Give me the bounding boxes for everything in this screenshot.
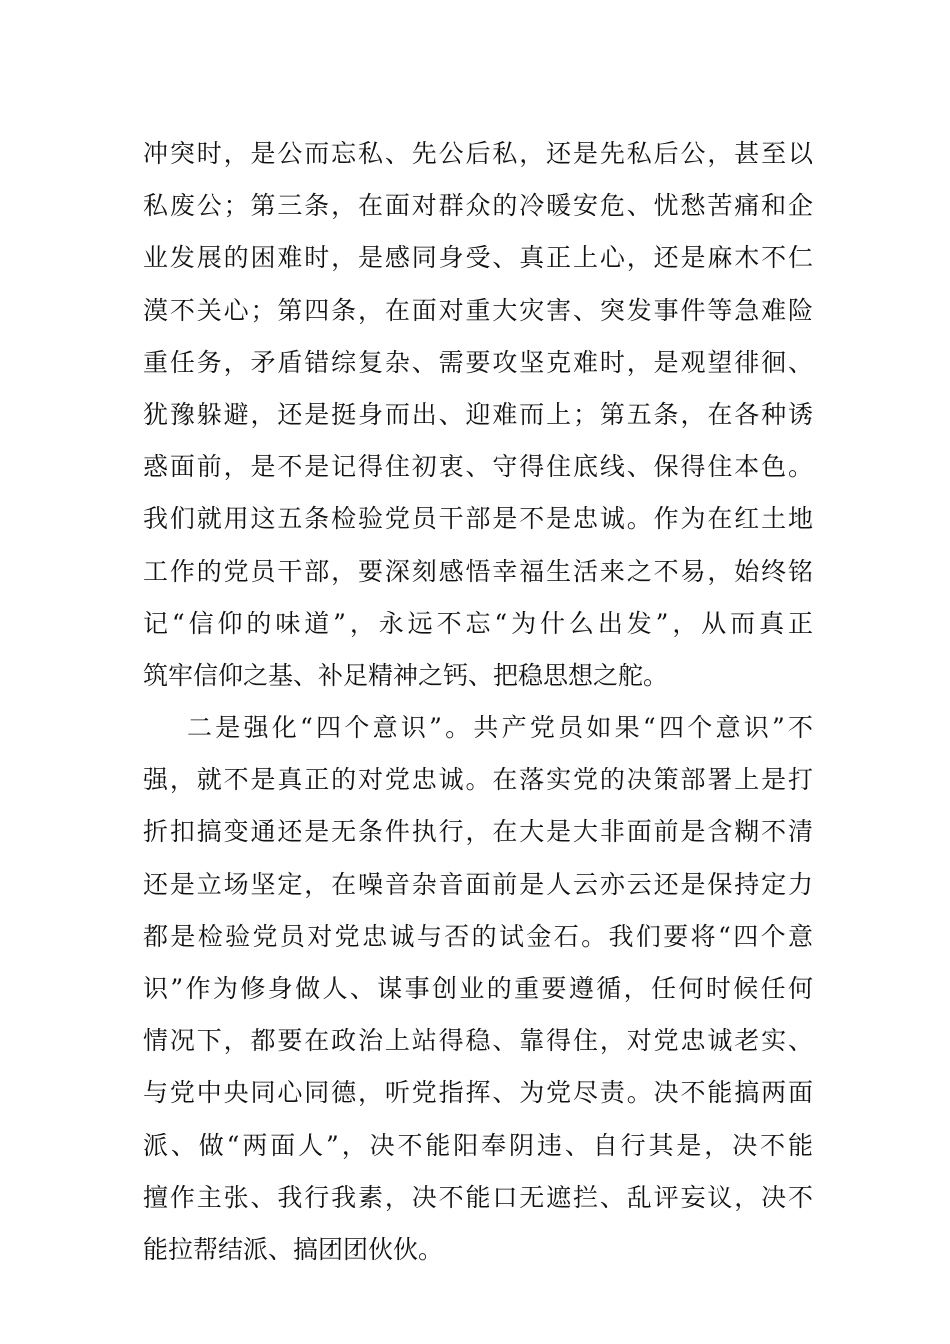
text-line: 漠不关心；第四条，在面对重大灾害、突发事件等急难险 (143, 295, 813, 325)
text-line: 派、做“两面人”，决不能阳奉阴违、自行其是，决不能 (143, 1130, 813, 1160)
text-line: 我们就用这五条检验党员干部是不是忠诚。作为在红土地 (143, 504, 813, 534)
text-line: 都是检验党员对党忠诚与否的试金石。我们要将“四个意 (143, 921, 813, 951)
text-line: 工作的党员干部，要深刻感悟幸福生活来之不易，始终铭 (143, 556, 813, 586)
text-line: 二是强化“四个意识”。共产党员如果“四个意识”不 (187, 713, 813, 743)
text-line: 犹豫躲避，还是挺身而出、迎难而上；第五条，在各种诱 (143, 399, 813, 429)
text-line: 重任务，矛盾错综复杂、需要攻坚克难时，是观望徘徊、 (143, 347, 813, 377)
text-line: 擅作主张、我行我素，决不能口无遮拦、乱评妄议，决不 (143, 1182, 813, 1212)
text-line: 惑面前，是不是记得住初衷、守得住底线、保得住本色。 (143, 452, 813, 482)
text-line: 还是立场坚定，在噪音杂音面前是人云亦云还是保持定力 (143, 869, 813, 899)
text-line: 强，就不是真正的对党忠诚。在落实党的决策部署上是打 (143, 765, 813, 795)
text-line: 筑牢信仰之基、补足精神之钙、把稳思想之舵。 (143, 660, 669, 690)
text-line: 与党中央同心同德，听党指挥、为党尽责。决不能搞两面 (143, 1078, 813, 1108)
text-line: 情况下，都要在政治上站得稳、靠得住，对党忠诚老实、 (143, 1026, 813, 1056)
body-text (143, 128, 813, 1276)
text-line: 冲突时，是公而忘私、先公后私，还是先私后公，甚至以 (143, 139, 813, 168)
text-line: 私废公；第三条，在面对群众的冷暖安危、忧愁苦痛和企 (143, 191, 813, 221)
text-line: 业发展的困难时，是感同身受、真正上心，还是麻木不仁 (143, 243, 813, 273)
text-line: 能拉帮结派、搞团团伙伙。 (143, 1234, 444, 1264)
text-line: 识”作为修身做人、谋事创业的重要遵循，任何时候任何 (143, 974, 813, 1003)
text-line: 折扣搞变通还是无条件执行，在大是大非面前是含糊不清 (143, 817, 813, 847)
text-line: 记“信仰的味道”，永远不忘“为什么出发”，从而真正 (143, 608, 813, 638)
